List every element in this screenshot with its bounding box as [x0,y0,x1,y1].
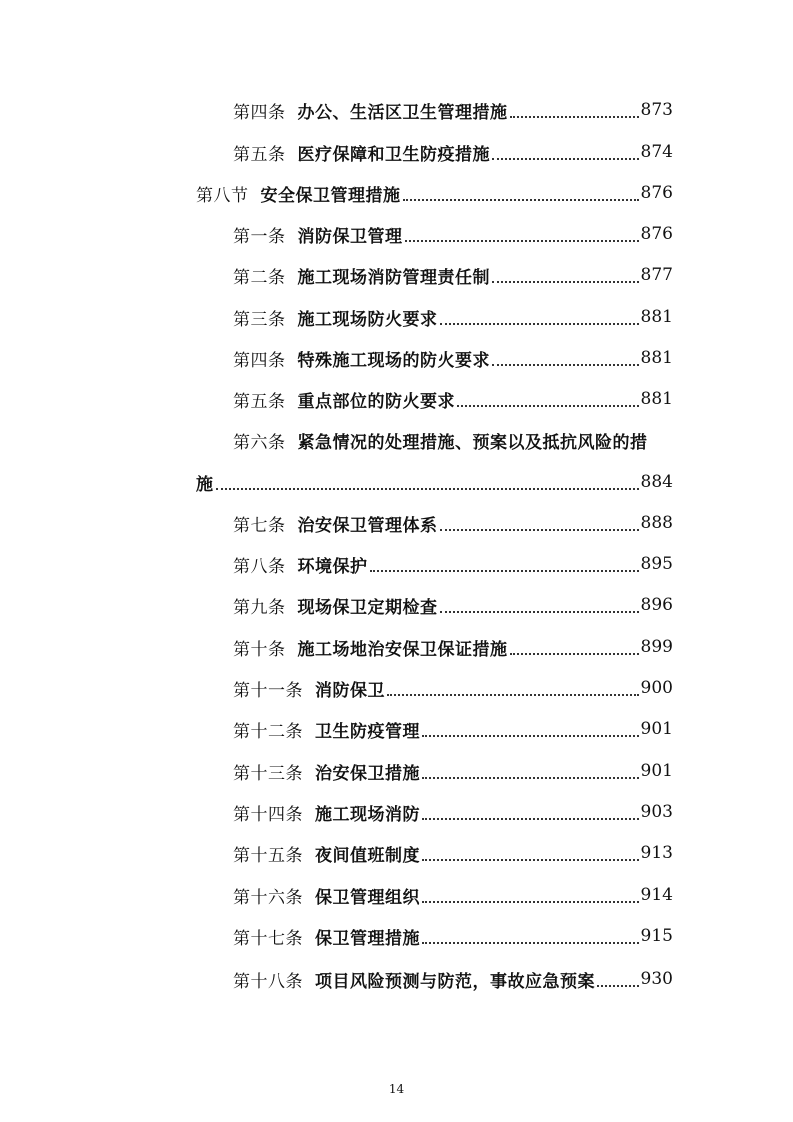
toc-entry-prefix: 第十四条 [233,804,303,825]
toc-entry-page: 899 [640,637,673,657]
toc-entry-title: 现场保卫定期检查 [297,597,438,618]
dot-leader [597,985,639,987]
dot-leader [422,942,639,944]
toc-entry-page: 930 [640,969,673,989]
toc-entry-title: 夜间值班制度 [315,845,420,866]
toc-entry[interactable] [233,838,673,868]
dot-leader [422,777,639,779]
toc-entry[interactable] [233,756,673,786]
dot-leader [422,818,639,820]
toc-entry[interactable] [233,964,673,994]
toc-entry-title: 消防保卫管理 [297,226,403,247]
toc-entry[interactable] [233,95,673,125]
toc-entry-page: 876 [640,224,673,244]
toc-entry-title: 环境保护 [297,556,368,577]
dot-leader [510,116,639,118]
toc-entry-title: 特殊施工现场的防火要求 [297,350,490,371]
toc-entry-title: 安全保卫管理措施 [260,185,401,206]
toc-entry-title: 施工现场消防管理责任制 [297,267,490,288]
toc-entry-page: 900 [640,678,673,698]
toc-entry-page: 896 [640,595,673,615]
toc-entry-title: 医疗保障和卫生防疫措施 [297,144,490,165]
dot-leader [422,735,639,737]
toc-entry-page: 874 [640,142,673,162]
toc-entry-prefix: 第十二条 [233,721,303,742]
dot-leader [440,611,639,613]
toc-entry-page: 881 [640,348,673,368]
dot-leader [387,694,639,696]
toc-entry-prefix: 第五条 [233,144,286,165]
toc-entry-page: 884 [640,472,673,492]
toc-entry-title: 治安保卫管理体系 [297,515,438,536]
dot-leader [422,859,639,861]
toc-entry-title: 紧急情况的处理措施、预案以及抵抗风险的措 [297,432,648,453]
toc-entry-prefix: 第十八条 [233,971,303,992]
toc-entry-page: 901 [640,761,673,781]
toc-entry-prefix: 第六条 [233,432,286,453]
toc-entry-prefix: 第四条 [233,350,286,371]
toc-entry-prefix: 第九条 [233,597,286,618]
toc-entry-title: 卫生防疫管理 [315,721,420,742]
toc-entry-prefix: 第八条 [233,556,286,577]
toc-entry-title: 施工现场消防 [315,804,420,825]
dot-leader [492,364,639,366]
toc-entry[interactable] [233,673,673,703]
toc-entry-page: 888 [640,513,673,533]
toc-entry-title: 保卫管理措施 [315,928,420,949]
dot-leader [440,529,639,531]
toc-entry-page: 881 [640,307,673,327]
toc-entry-title: 施 [196,474,214,495]
toc-entry-title: 消防保卫 [315,680,385,701]
toc-entry-page: 913 [640,843,673,863]
dot-leader [422,901,639,903]
toc-entry-title: 办公、生活区卫生管理措施 [297,102,508,123]
toc-entry[interactable] [233,260,673,290]
toc-entry-title: 治安保卫措施 [315,763,420,784]
toc-entry-prefix: 第一条 [233,226,286,247]
page-number: 14 [388,1082,405,1096]
toc-entry-title: 施工场地治安保卫保证措施 [297,639,508,660]
toc-entry[interactable] [233,714,673,744]
toc-entry-prefix: 第八节 [196,185,249,206]
toc-entry-title: 施工现场防火要求 [297,309,438,330]
toc-entry-page: 903 [640,802,673,822]
toc-entry[interactable] [233,384,673,414]
toc-entry-page: 901 [640,719,673,739]
toc-entry-prefix: 第十一条 [233,680,303,701]
toc-entry-prefix: 第五条 [233,391,286,412]
toc-entry-page: 915 [640,926,673,946]
toc-section-entry[interactable] [196,178,673,208]
toc-entry[interactable] [233,590,673,620]
toc-entry[interactable] [233,880,673,910]
toc-entry[interactable] [233,343,673,373]
toc-entry-prefix: 第十六条 [233,887,303,908]
toc-entry[interactable] [233,549,673,579]
toc-entry-page: 876 [640,183,673,203]
toc-entry-prefix: 第七条 [233,515,286,536]
dot-leader [492,281,639,283]
dot-leader [216,488,639,490]
toc-entry-continuation[interactable] [196,467,673,497]
toc-entry[interactable] [233,632,673,662]
toc-entry[interactable] [233,219,673,249]
dot-leader [405,240,639,242]
toc-entry[interactable] [233,508,673,538]
toc-entry-prefix: 第十三条 [233,763,303,784]
toc-entry-prefix: 第二条 [233,267,286,288]
toc-entry-page: 895 [640,554,673,574]
toc-entry-page: 881 [640,389,673,409]
toc-entry-prefix: 第三条 [233,309,286,330]
toc-entry-page: 873 [640,100,673,120]
toc-entry[interactable] [233,302,673,332]
dot-leader [403,199,639,201]
toc-entry-prefix: 第十条 [233,639,286,660]
toc-entry-title: 保卫管理组织 [315,887,420,908]
toc-entry-title: 项目风险预测与防范，事故应急预案 [315,971,595,992]
dot-leader [492,158,639,160]
toc-entry-prefix: 第四条 [233,102,286,123]
dot-leader [457,405,639,407]
dot-leader [510,653,639,655]
toc-entry-title: 重点部位的防火要求 [297,391,455,412]
toc-entry[interactable] [233,137,673,167]
dot-leader [370,570,639,572]
toc-entry[interactable] [233,425,673,455]
toc-entry[interactable] [233,797,673,827]
toc-entry[interactable] [233,921,673,951]
toc-entry-page: 877 [640,265,673,285]
toc-entry-prefix: 第十七条 [233,928,303,949]
dot-leader [440,323,639,325]
toc-entry-page: 914 [640,885,673,905]
toc-entry-prefix: 第十五条 [233,845,303,866]
